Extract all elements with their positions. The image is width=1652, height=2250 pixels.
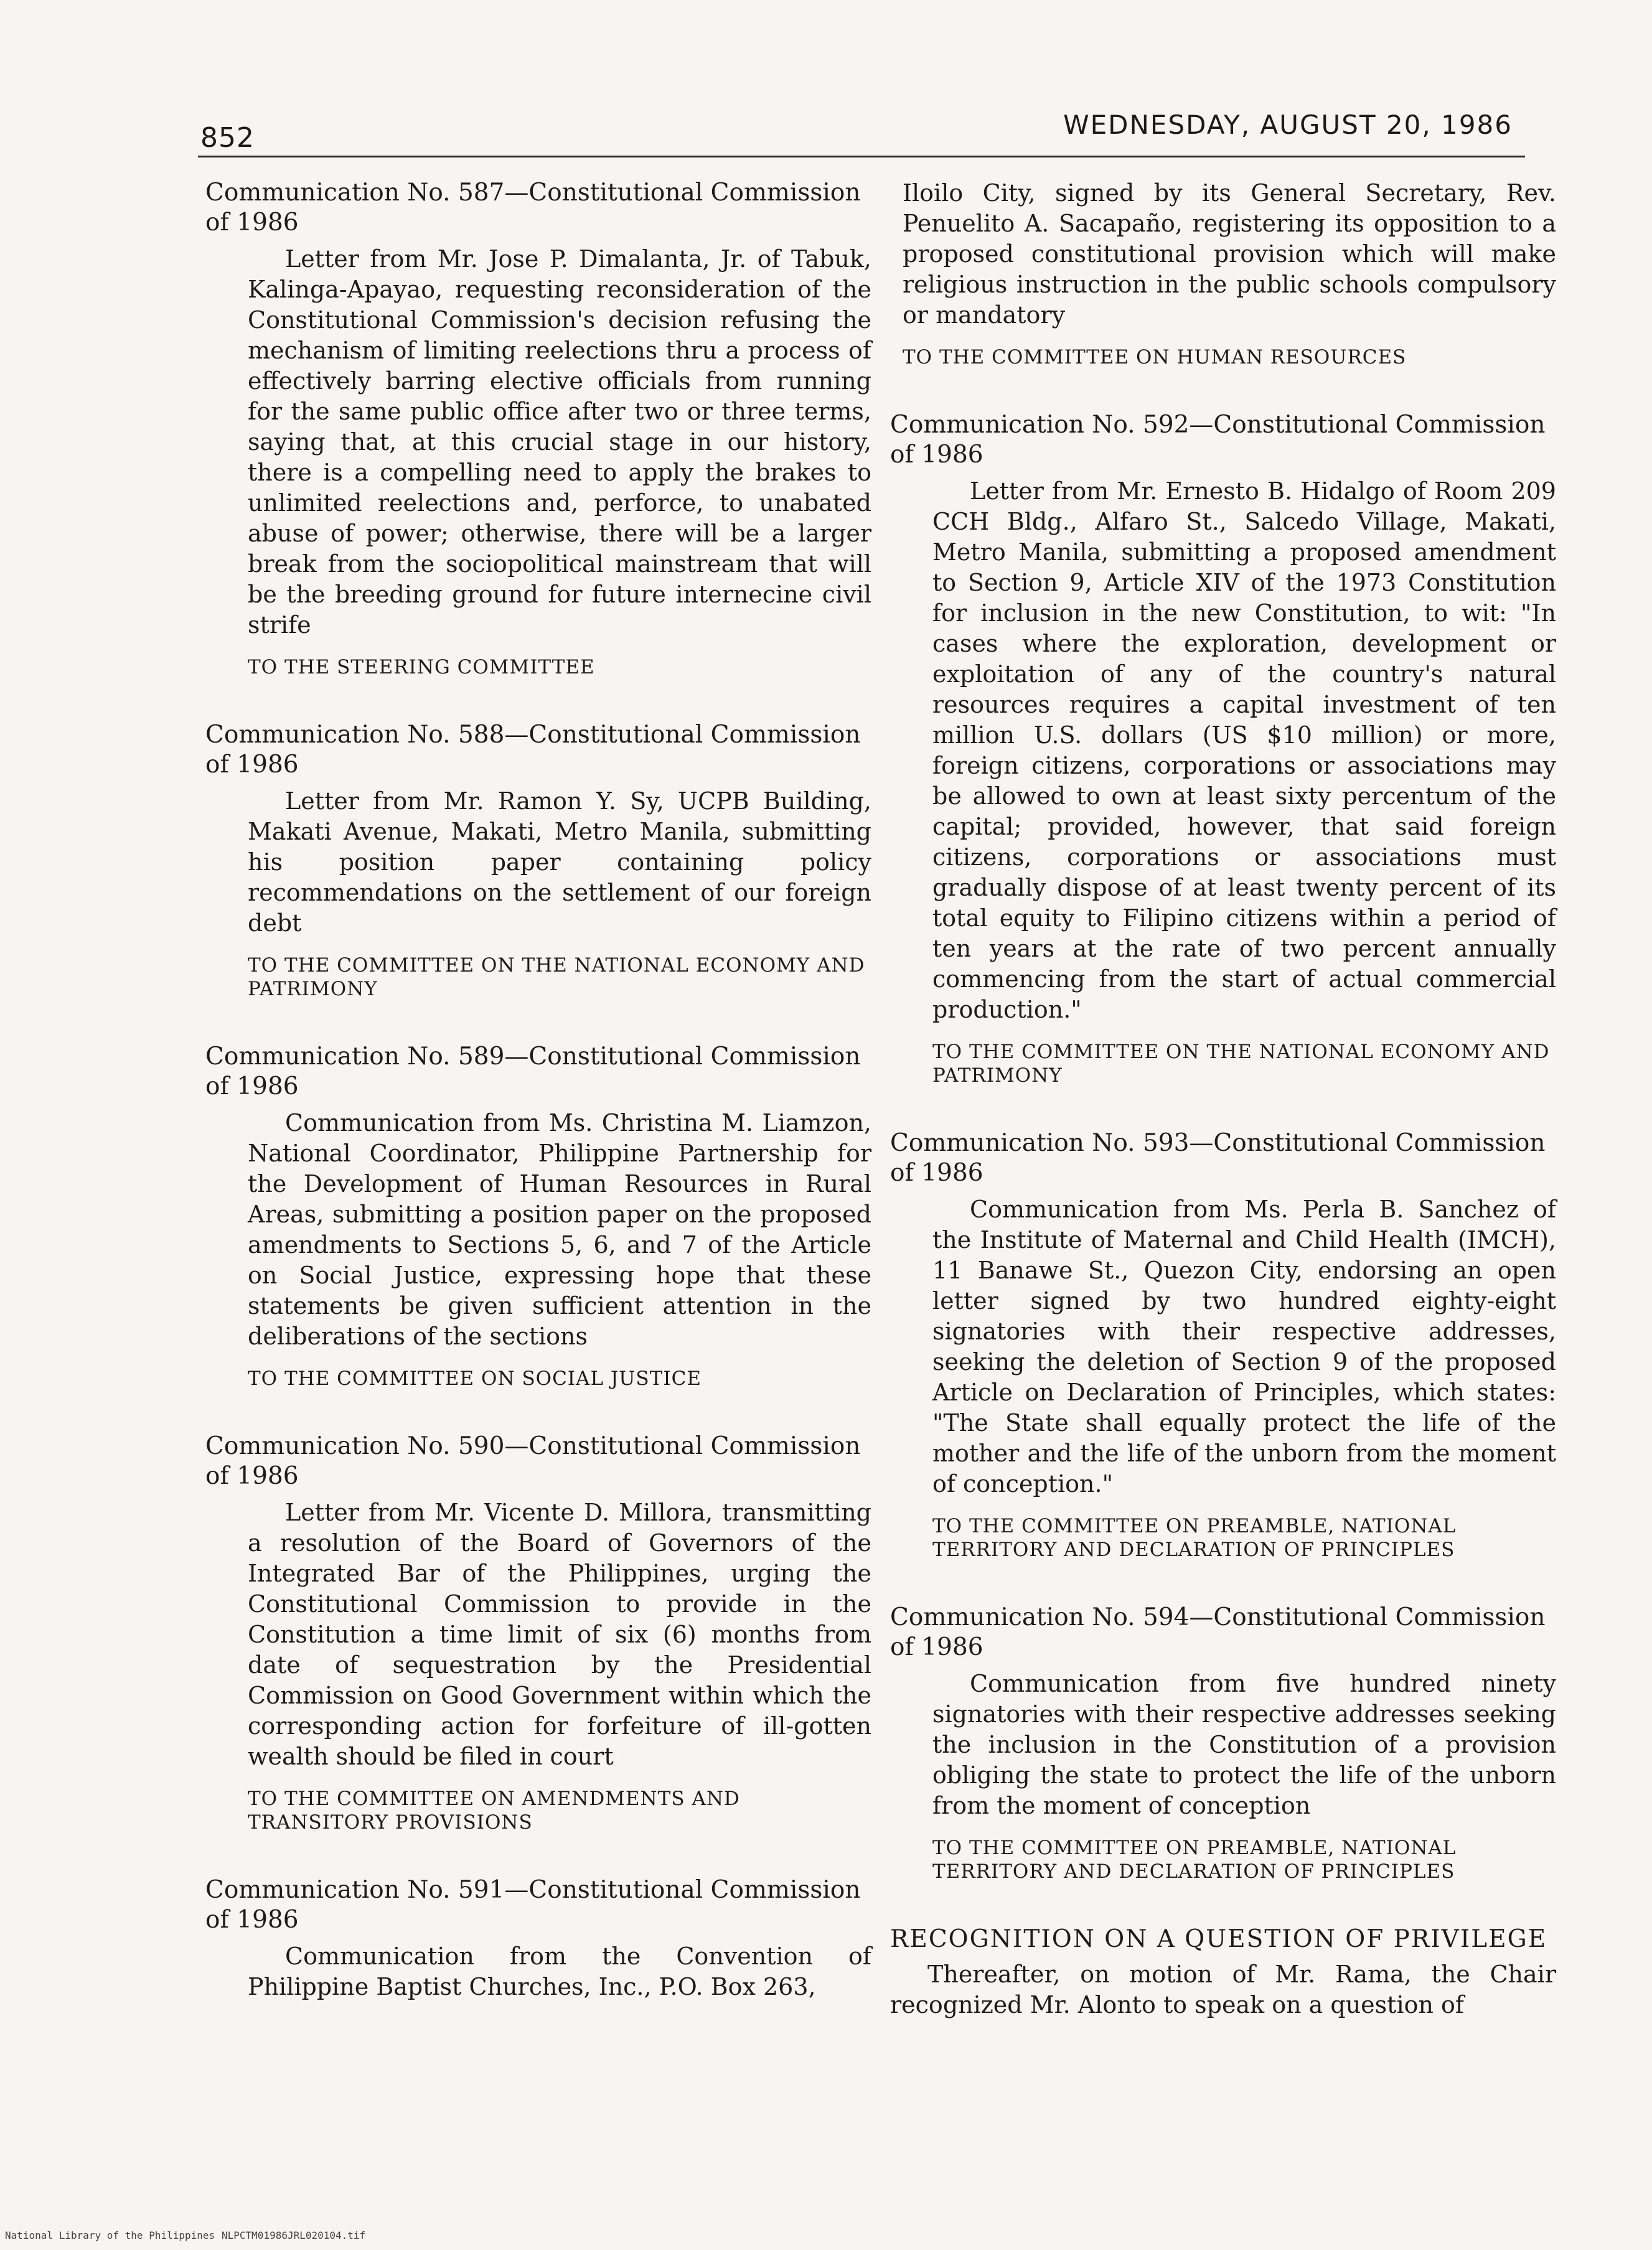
entry-body: Communication from Ms. Perla B. Sanchez of the Institute of Maternal and Child Health (IMCH), 11 Banawe St., Quezon City, endorsing an open letter signed by two hundred eighty-eight signatories with their respective addresses, seeking the deletion of Section 9 of the proposed Article on Declaration of Principles, which states: "The State shall equally protect the life of the mother and the life of the unborn from the moment of conception."	[932, 1196, 1556, 1498]
entry-referral: TO THE COMMITTEE ON SOCIAL JUSTICE	[248, 1367, 702, 1390]
entry-heading: Communication No. 590—Constitutional Commission of 1986	[205, 1432, 861, 1490]
section-title: RECOGNITION ON A QUESTION OF PRIVILEGE	[890, 1925, 1547, 1953]
communication-590	[205, 1432, 871, 1834]
communication-594	[890, 1603, 1556, 1883]
page-number: 852	[200, 122, 255, 154]
entry-body: Letter from Mr. Ramon Y. Sy, UCPB Building, Makati Avenue, Makati, Metro Manila, submitting his position paper containing policy recommendations on the settlement of our foreign debt	[248, 787, 871, 937]
entry-body: Communication from five hundred ninety signatories with their respective addresses seeking the inclusion in the Constitution of a provision obliging the state to protect the life of the unborn from the moment of conception	[932, 1670, 1556, 1819]
communication-593	[890, 1128, 1556, 1562]
communication-589	[205, 1042, 871, 1390]
header-rule	[198, 156, 1525, 157]
entry-body: Communication from Ms. Christina M. Liamzon, National Coordinator, Philippine Partnership for the Development of Human Resources in Rural Areas, submitting a position paper on the proposed amendments to Sections 5, 6, and 7 of the Article on Social Justice, expressing hope that these statements be given sufficient attention in the deliberations of the sections	[248, 1109, 871, 1350]
communication-587	[205, 178, 871, 679]
communication-591-continued	[890, 178, 1556, 369]
entry-heading: Communication No. 592—Constitutional Commission of 1986	[890, 411, 1546, 469]
entry-body: Letter from Mr. Ernesto B. Hidalgo of Room 209 CCH Bldg., Alfaro St., Salcedo Village, Makati, Metro Manila, submitting a proposed amendment to Section 9, Article XIV of the 1973 Constitution for inclusion in the new Constitution, to wit: "In cases where the exploration, development or exploitation of any of the country's natural resources requires a capital investment of ten million U.S. dollars (US $10 million) or more, foreign citizens, corporations or associations may be allowed to own at least sixty percentum of the capital; provided, however, that said foreign citizens, corporations or associations must gradually dispose of at least twenty percent of its total equity to Filipino citizens within a period of ten years at the rate of two percent annually commencing from the start of actual commercial production."	[932, 477, 1556, 1023]
entry-referral: TO THE COMMITTEE ON PREAMBLE, NATIONAL TERRITORY AND DECLARATION OF PRINCIPLES	[932, 1837, 1457, 1883]
entry-heading: Communication No. 587—Constitutional Commission of 1986	[205, 179, 861, 237]
entry-referral: TO THE STEERING COMMITTEE	[248, 656, 595, 678]
communication-592	[890, 410, 1556, 1087]
footer-file-id: NLPCTM01986JRL020104.tif	[222, 2229, 366, 2241]
entry-referral: TO THE COMMITTEE ON HUMAN RESOURCES	[903, 346, 1407, 368]
right-column	[890, 178, 1556, 2020]
entry-referral: TO THE COMMITTEE ON PREAMBLE, NATIONAL TERRITORY AND DECLARATION OF PRINCIPLES	[932, 1515, 1457, 1561]
section-body: Thereafter, on motion of Mr. Rama, the Chair recognized Mr. Alonto to speak on a question of	[890, 1961, 1556, 2018]
entry-heading: Communication No. 588—Constitutional Commission of 1986	[205, 721, 861, 779]
entry-heading: Communication No. 589—Constitutional Commission of 1986	[205, 1043, 861, 1100]
entry-body: Iloilo City, signed by its General Secretary, Rev. Penuelito A. Sacapaño, registering its opposition to a proposed constitutional provision which will make religious instruction in the public schools compulsory or mandatory	[903, 179, 1556, 329]
entry-referral: TO THE COMMITTEE ON THE NATIONAL ECONOMY AND PATRIMONY	[932, 1041, 1550, 1087]
running-header-date: WEDNESDAY, AUGUST 20, 1986	[1063, 110, 1513, 140]
recognition-section	[890, 1924, 1556, 2020]
entry-heading: Communication No. 593—Constitutional Commission of 1986	[890, 1129, 1546, 1187]
communication-588	[205, 720, 871, 1001]
entry-heading: Communication No. 594—Constitutional Commission of 1986	[890, 1603, 1546, 1661]
left-column	[205, 178, 871, 2043]
entry-body: Letter from Mr. Vicente D. Millora, transmitting a resolution of the Board of Governors of the Integrated Bar of the Philippines, urging the Constitutional Commission to provide in the Constitution a time limit of six (6) months from date of sequestration by the Presidential Commission on Good Government within which the corresponding action for forfeiture of ill-gotten wealth should be filed in court	[248, 1499, 871, 1770]
footer-library-name: National Library of the Philippines	[5, 2229, 215, 2241]
entry-body: Letter from Mr. Jose P. Dimalanta, Jr. of Tabuk, Kalinga-Apayao, requesting reconsideration of the Constitutional Commission's decision refusing the mechanism of limiting reelections thru a process of effectively barring elective officials from running for the same public office after two or three terms, saying that, at this crucial stage in our history, there is a compelling need to apply the brakes to unlimited reelections and, perforce, to unabated abuse of power; otherwise, there will be a larger break from the sociopolitical mainstream that will be the breeding ground for future internecine civil strife	[248, 245, 871, 639]
entry-referral: TO THE COMMITTEE ON AMENDMENTS AND TRANSITORY PROVISIONS	[248, 1788, 740, 1834]
communication-591	[205, 1875, 871, 2002]
entry-body: Communication from the Convention of Philippine Baptist Churches, Inc., P.O. Box 263,	[248, 1943, 871, 2000]
entry-referral: TO THE COMMITTEE ON THE NATIONAL ECONOMY AND PATRIMONY	[248, 954, 865, 1000]
entry-heading: Communication No. 591—Constitutional Commission of 1986	[205, 1876, 861, 1934]
